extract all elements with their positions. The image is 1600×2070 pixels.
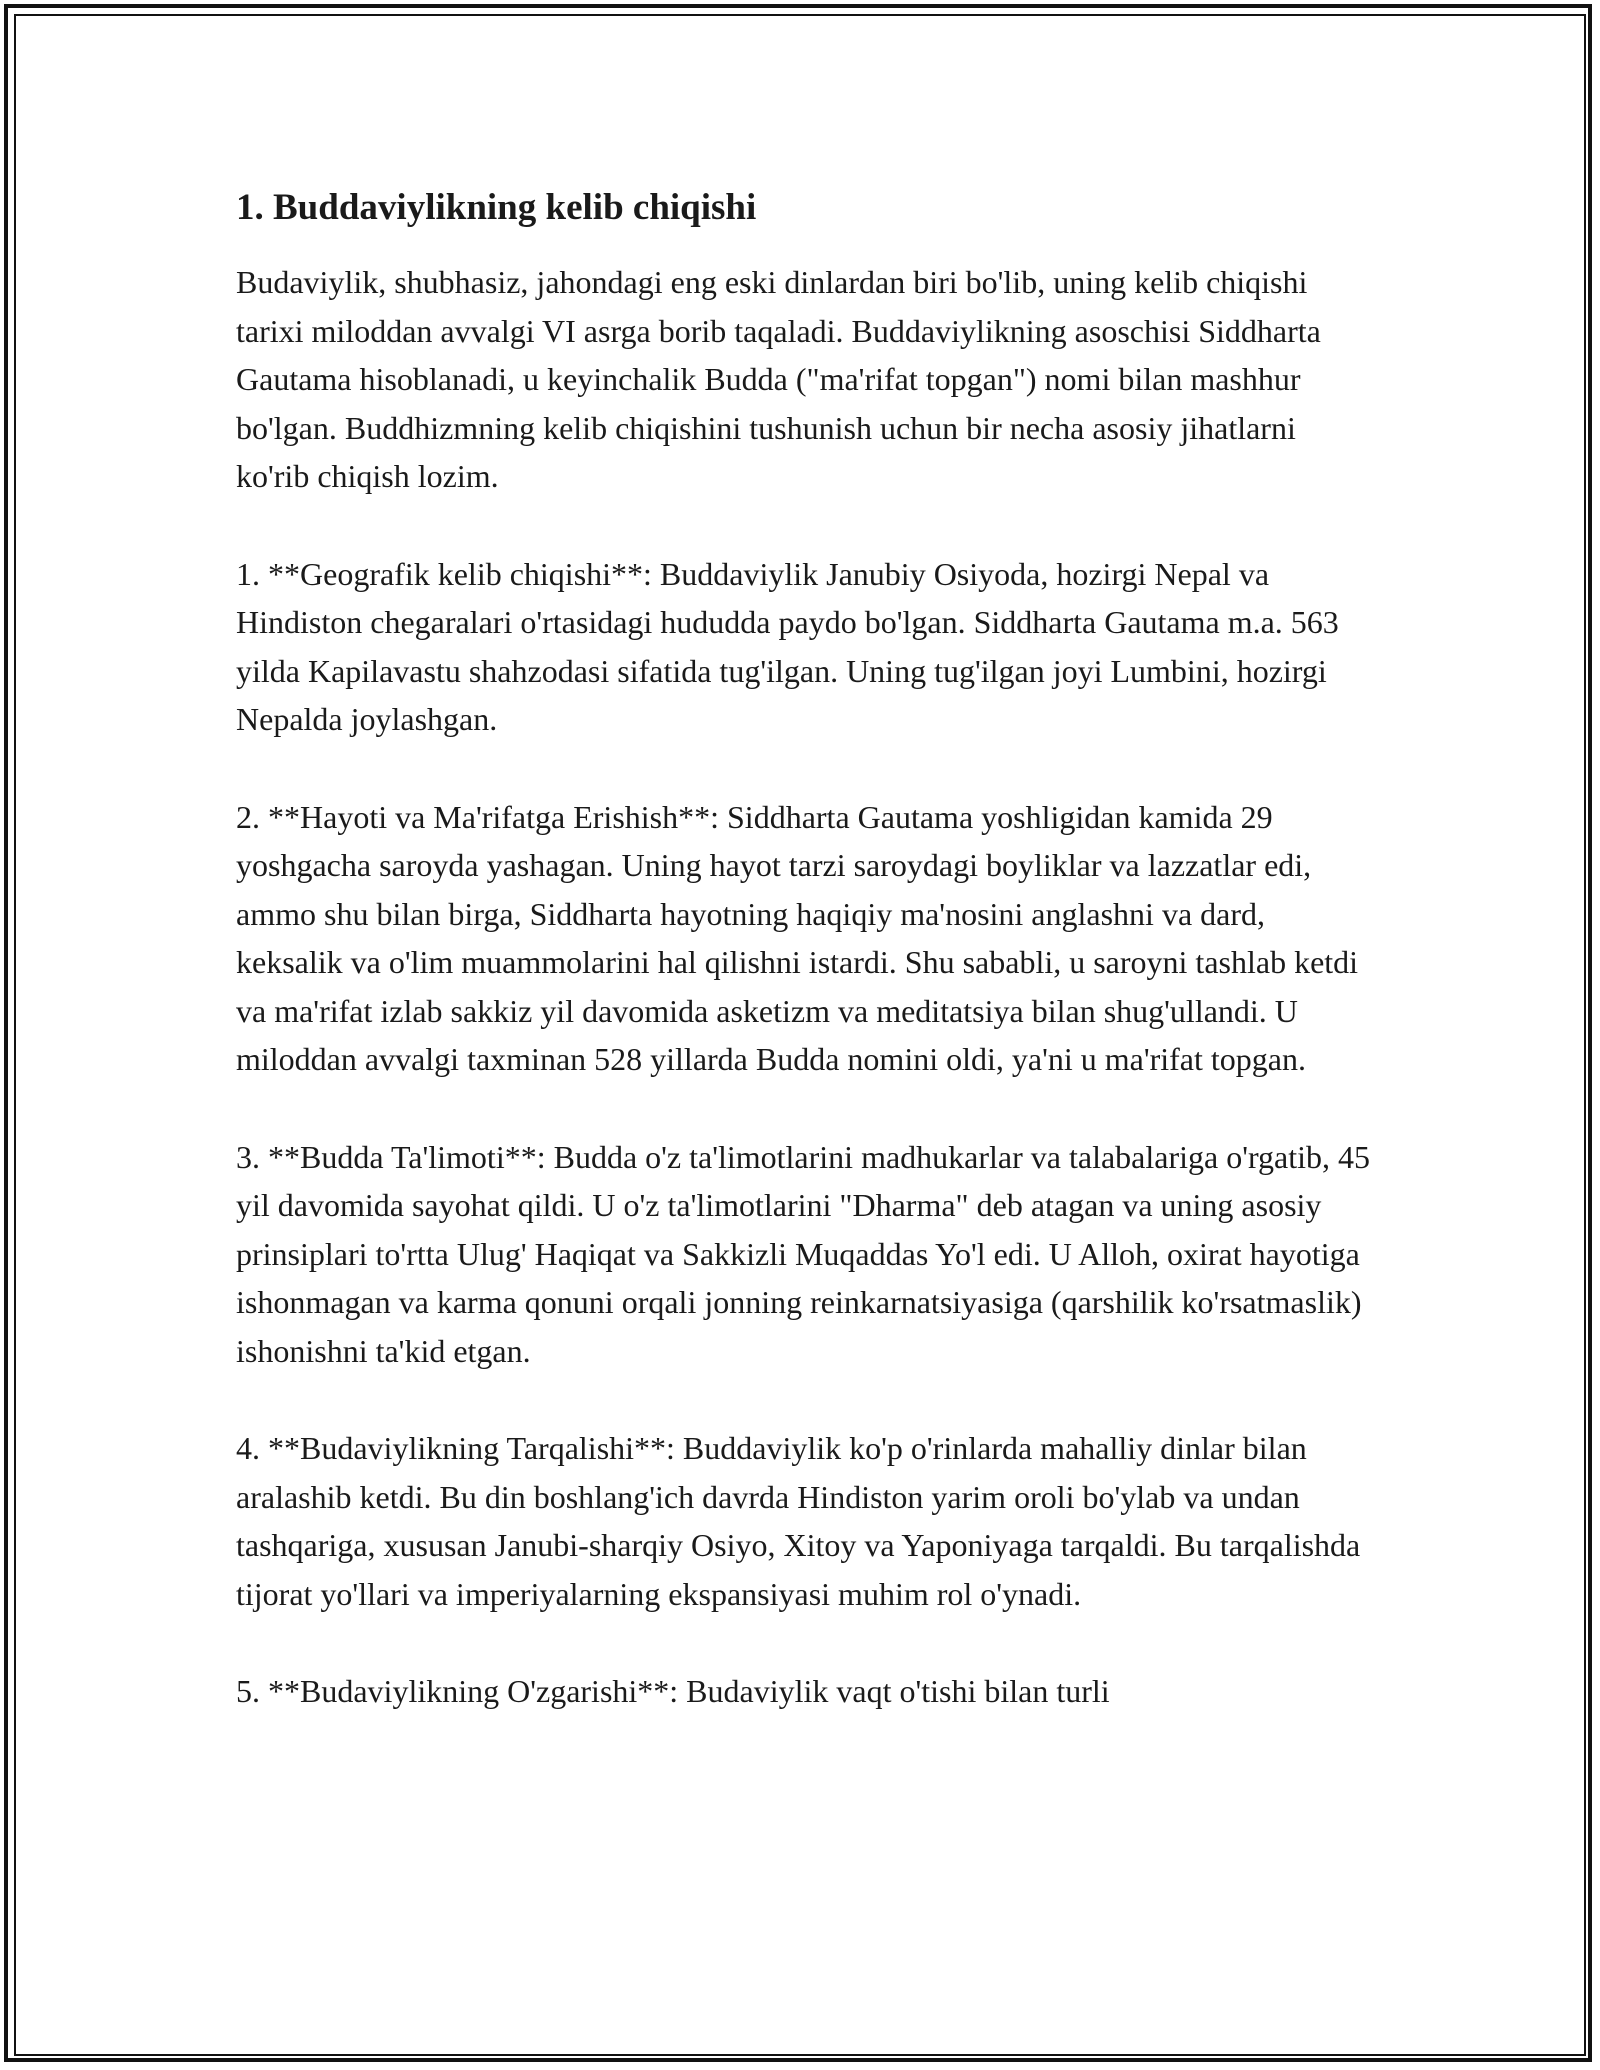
point-geographic-origin: 1. **Geografik kelib chiqishi**: Buddaviylik Janubiy Osiyoda, hozirgi Nepal va Hindiston chegaralari o'rtasidagi hududda paydo bo'lgan. Siddharta Gautama m.a. 563 yilda Kapilavastu shahzodasi sifatida tug'ilgan. Uning tug'ilgan joyi Lumbini, hozirgi Nepalda joylashgan.	[236, 555, 1339, 737]
intro-paragraph: Budaviylik, shubhasiz, jahondagi eng eski dinlardan biri bo'lib, uning kelib chiqishi tarixi miloddan avvalgi VI asrga borib taqaladi. Buddaviylikning asoschisi Siddharta Gautama hisoblanadi, u keyinchalik Budda ("ma'rifat topgan") nomi bilan mashhur bo'lgan. Buddhizmning kelib chiqishini tushunish uchun bir necha asosiy jihatlarni ko'rib chiqish lozim.	[236, 264, 1321, 494]
section-heading: 1. Buddaviylikning kelib chiqishi	[236, 187, 757, 228]
point-buddha-teaching: 3. **Budda Ta'limoti**: Budda o'z ta'limotlarini madhukarlar va talabalariga o'rgatib, 45 yil davomida sayohat qildi. U o'z ta'limotlarini "Dharma" deb atagan va uning asosiy prinsiplari to'rtta Ulug' Haqiqat va Sakkizli Muqaddas Yo'l edi. U Alloh, oxirat hayotiga ishonmagan va karma qonuni orqali jonning reinkarnatsiyasiga (qarshilik ko'rsatmaslik) ishonishni ta'kid etgan.	[236, 1138, 1371, 1369]
point-life-enlightenment: 2. **Hayoti va Ma'rifatga Erishish**: Siddharta Gautama yoshligidan kamida 29 yoshgacha saroyda yashagan. Uning hayot tarzi saroydagi boyliklar va lazzatlar edi, ammo shu bilan birga, Siddharta hayotning haqiqiy ma'nosini anglashni va dard, keksalik va o'lim muammolarini hal qilishni istardi. Shu sababli, u saroyni tashlab ketdi va ma'rifat izlab sakkiz yil davomida asketizm va meditatsiya bilan shug'ullandi. U miloddan avvalgi taxminan 528 yillarda Budda nomini oldi, ya'ni u ma'rifat topgan.	[236, 798, 1359, 1077]
document-body	[236, 186, 1376, 1765]
point-spread: 4. **Budaviylikning Tarqalishi**: Buddaviylik ko'p o'rinlarda mahalliy dinlar bilan aralashib ketdi. Bu din boshlang'ich davrda Hindiston yarim oroli bo'ylab va undan tashqariga, xususan Janubi-sharqiy Osiyo, Xitoy va Yaponiyaga tarqaldi. Bu tarqalishda tijorat yo'llari va imperiyalarning ekspansiyasi muhim rol o'ynadi.	[236, 1430, 1361, 1612]
point-transformation: 5. **Budaviylikning O'zgarishi**: Budaviylik vaqt o'tishi bilan turli	[236, 1673, 1110, 1709]
